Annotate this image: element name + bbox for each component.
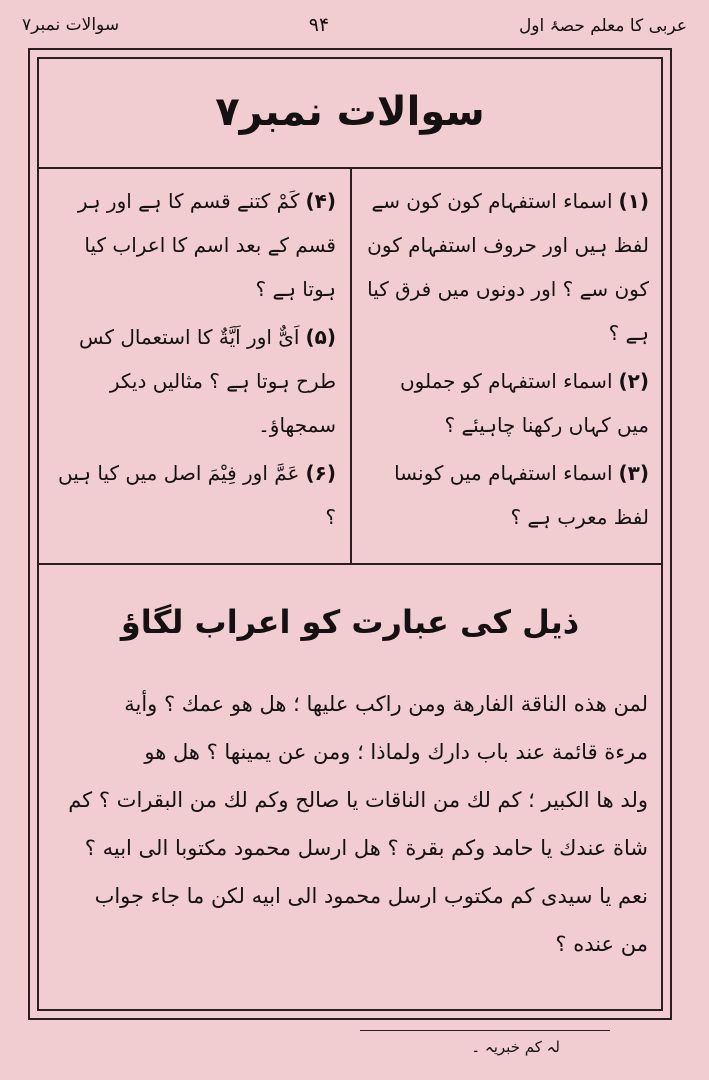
question-5: (۵)اَیٌّ اور اَیَّةٌ کا استعمال کس طرح ہوتا ہے ؟ مثالیں دیکر سمجھاؤ۔	[78, 325, 336, 437]
footnote: لہ کم خبریہ ۔	[471, 1038, 560, 1056]
question-3: (۳)اسماء استفہام میں کونسا لفظ معرب ہے ؟	[394, 461, 649, 529]
section-name: سوالات نمبر۷	[22, 15, 120, 35]
exercise-line: من عنده ؟	[555, 932, 648, 956]
questions-column-right	[350, 169, 663, 563]
question-1: (۱)اسماء استفہام کون کون سے لفظ ہیں اور حروف استفہام کون کون سے ؟ اور دونوں میں فرق کیا ہے ؟	[367, 189, 649, 345]
exercise-text	[52, 680, 648, 968]
page-number: ۹۴	[308, 14, 330, 36]
exercise-line: لمن هذه الناقة الفارهة ومن راكب عليها ؛ هل هو عمك ؟ وأية	[124, 692, 648, 716]
exercise-line: مرءة قائمة عند باب دارك ولماذا ؛ ومن عن يمينها ؟ هل هو	[144, 740, 648, 764]
question-6: (۶)عَمَّ اور فِیْمَ اصل میں کیا ہیں ؟	[58, 461, 336, 529]
exercise-line: شاة عندك يا حامد وكم بقرة ؟ هل ارسل محمود مكتوبا الى ابيه ؟	[84, 836, 648, 860]
running-head	[22, 6, 687, 44]
exercise-heading: ذیل کی عبارت کو اعراب لگاؤ	[120, 603, 580, 641]
exercise-line: ولد ها الكبير ؛ كم لك من الناقات يا صالح وكم لك من البقرات ؟ كم	[68, 788, 648, 812]
question-2: (۲)اسماء استفہام کو جملوں میں کہاں رکھنا چاہیئے ؟	[399, 369, 649, 437]
questions-column-left	[37, 169, 350, 563]
book-title: عربی کا معلم حصۂ اول	[518, 15, 687, 36]
footnote-divider	[360, 1030, 610, 1031]
questions-table	[37, 169, 663, 565]
page-title: سوالات نمبر۷	[215, 89, 485, 135]
question-4: (۴)کَمْ کتنے قسم کا ہے اور ہر قسم کے بعد اسم کا اعراب کیا ہوتا ہے ؟	[77, 189, 336, 301]
title-box	[37, 57, 663, 169]
exercise-line: نعم يا سيدى كم مكتوب ارسل محمود الى ابيه لكن ما جاء جواب	[94, 884, 648, 908]
